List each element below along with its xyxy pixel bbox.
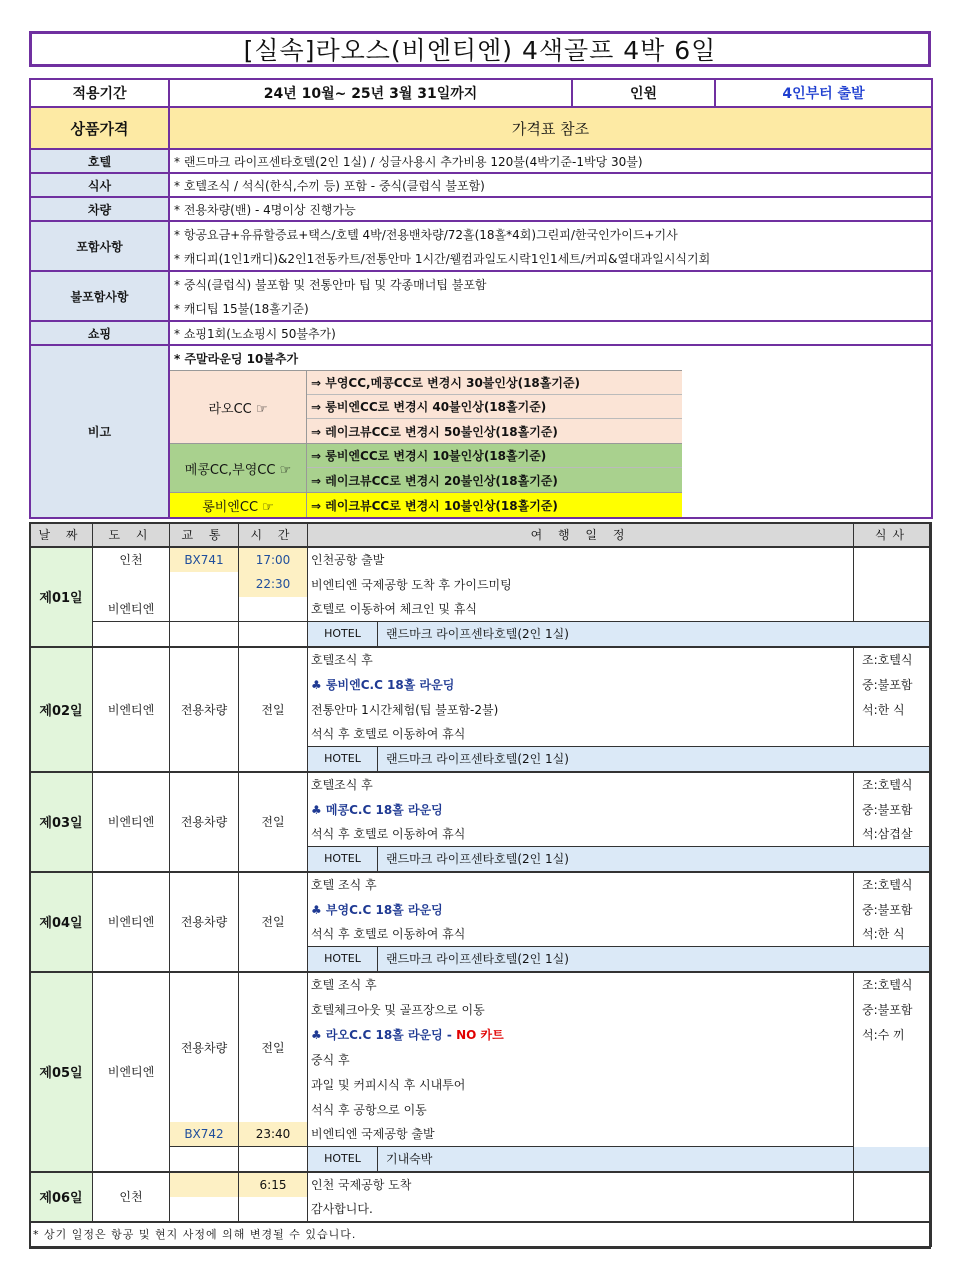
time: 17:00 [239,547,308,572]
meal-lunch: 중:불포함 [854,897,932,922]
price-value: 가격표 참조 [169,107,932,149]
time: 전일 [239,647,308,772]
transport: 전용차량 [170,872,239,972]
day-label: 제02일 [30,647,93,772]
remark-weekend: * 주말라운딩 10불추가 [174,351,299,366]
meal-cell [854,547,932,622]
shopping-value: * 쇼핑1회(노쇼핑시 50불추가) [169,321,932,345]
col-schedule: 여 행 일 정 [308,523,854,547]
excluded-item: * 중식(클럽식) 불포함 및 전통안마 팁 및 각종매너팁 불포함 [174,277,487,292]
excluded-list [169,271,932,321]
itinerary-table [29,522,932,1247]
flight-number: BX742 [170,1122,239,1147]
hotel-tag: HOTEL [308,622,378,647]
golf-round: ♣ 롱비엔C.C 18홀 라운딩 [308,672,854,697]
schedule-line: 중식 후 [308,1047,854,1072]
schedule-line: 호텔조식 후 [308,772,854,797]
no-cart-note: NO 카트 [456,1027,504,1042]
meal-lunch: 중:불포함 [854,672,932,697]
city: 비엔티엔 [93,772,170,872]
vehicle-value: * 전용차량(밴) - 4명이상 진행가능 [169,197,932,221]
col-meal: 식사 [854,523,932,547]
remark-item: ⇒ 롱비엔CC로 변경시 10불인상(18홀기준) [307,444,682,468]
hotel-tag: HOTEL [308,1147,378,1172]
included-label: 포함사항 [30,221,169,271]
remark-group-name: 메콩CC,부영CC ☞ [170,444,307,492]
schedule-line: 호텔조식 후 [308,647,854,672]
remark-group-longvien [170,492,682,517]
schedule-line: 석식 후 호텔로 이동하여 휴식 [308,822,854,847]
meal-dinner: 석:한 식 [854,922,932,947]
remark-label: 비고 [30,345,169,518]
city: 인천 [93,547,170,572]
golf-round-text: ♣ 라오C.C 18홀 라운딩 - [311,1027,457,1042]
transport: 전용차량 [170,972,239,1122]
hotel-tag: HOTEL [308,947,378,972]
city: 비엔티엔 [93,872,170,972]
remark-group-name: 라오CC ☞ [170,371,307,443]
included-item: * 캐디피(1인1캐디)&2인1전동카트/전통안마 1시간/웰컴과일도시락1인1세트/커피&열대과일시식기회 [174,251,711,266]
day-label: 제03일 [30,772,93,872]
schedule-line: 호텔체크아웃 및 골프장으로 이동 [308,997,854,1022]
footnote: * 상기 일정은 항공 및 현지 사정에 의해 변경될 수 있습니다. [30,1222,932,1247]
remark-item: ⇒ 레이크뷰CC로 변경시 10불인상(18홀기준) [311,498,558,513]
remark-group-mekong [170,443,682,492]
col-city: 도 시 [93,523,170,547]
product-info-table [29,78,933,519]
schedule-line: 인천공항 출발 [308,547,854,572]
remark-item: ⇒ 롱비엔CC로 변경시 40불인상(18홀기준) [307,395,682,419]
city: 비엔티엔 [93,647,170,772]
flight-number: BX741 [170,547,239,572]
schedule-line: 석식 후 공항으로 이동 [308,1097,854,1122]
transport: 전용차량 [170,647,239,772]
included-item: * 항공요금+유류할증료+택스/호텔 4박/전용밴차량/72홀(18홀*4회)그린피/한국인가이드+기사 [174,227,678,242]
people-value: 4인부터 출발 [715,79,932,107]
golf-round [308,1022,854,1047]
meal-breakfast: 조:호텔식 [854,772,932,797]
schedule-line: 호텔로 이동하여 체크인 및 휴식 [308,597,854,622]
col-time: 시 간 [239,523,308,547]
day-label: 제04일 [30,872,93,972]
meal-value: * 호텔조식 / 석식(한식,수끼 등) 포함 - 중식(클럽식 불포함) [169,173,932,197]
col-transport: 교 통 [170,523,239,547]
price-label: 상품가격 [30,107,169,149]
schedule-line: 인천 국제공항 도착 [308,1172,854,1197]
remark-group-lao [170,370,682,443]
hotel-name: 랜드마크 라이프센타호텔(2인 1실) [378,747,932,772]
city: 비엔티엔 [93,597,170,622]
schedule-line: 전통안마 1시간체험(팁 불포함-2불) [308,697,854,722]
day-label: 제01일 [30,547,93,647]
remark-item: ⇒ 레이크뷰CC로 변경시 50불인상(18홀기준) [311,424,558,439]
schedule-line: 석식 후 호텔로 이동하여 휴식 [308,722,854,747]
meal-breakfast: 조:호텔식 [854,872,932,897]
day-label: 제05일 [30,972,93,1172]
remark-item: ⇒ 부영CC,메콩CC로 변경시 30불인상(18홀기준) [307,371,682,395]
meal-lunch: 중:불포함 [854,797,932,822]
time: 전일 [239,972,308,1122]
remark-group-name: 롱비엔CC ☞ [170,493,307,517]
city: 비엔티엔 [93,972,170,1172]
meal-dinner: 석:삼겹살 [854,822,932,847]
time: 전일 [239,772,308,872]
schedule-line: 호텔 조식 후 [308,872,854,897]
included-list [169,221,932,271]
hotel-tag: HOTEL [308,847,378,872]
hotel-tag: HOTEL [308,747,378,772]
time: 23:40 [239,1122,308,1147]
page-title: [실속]라오스(비엔티엔) 4색골프 4박 6일 [29,31,931,67]
meal-breakfast: 조:호텔식 [854,647,932,672]
golf-round: ♣ 부영C.C 18홀 라운딩 [308,897,854,922]
vehicle-label: 차량 [30,197,169,221]
schedule-line: 비엔티엔 국제공항 도착 후 가이드미팅 [308,572,854,597]
hotel-name: 기내숙박 [378,1147,932,1172]
time: 6:15 [239,1172,308,1197]
hotel-label: 호텔 [30,149,169,173]
remark-section [169,345,932,518]
people-label: 인원 [572,79,715,107]
city: 인천 [93,1172,170,1222]
remark-item: ⇒ 레이크뷰CC로 변경시 20불인상(18홀기준) [311,473,558,488]
schedule-line: 호텔 조식 후 [308,972,854,997]
hotel-name: 랜드마크 라이프센타호텔(2인 1실) [378,622,932,647]
period-value: 24년 10월~ 25년 3월 31일까지 [169,79,572,107]
shopping-label: 쇼핑 [30,321,169,345]
schedule-line: 과일 및 커피시식 후 시내투어 [308,1072,854,1097]
meal-lunch: 중:불포함 [854,997,932,1022]
period-label: 적용기간 [30,79,169,107]
excluded-item: * 캐디팁 15불(18홀기준) [174,301,309,316]
time: 전일 [239,872,308,972]
col-date: 날 짜 [30,523,93,547]
transport: 전용차량 [170,772,239,872]
meal-dinner: 석:수 끼 [854,1022,932,1047]
schedule-line: 석식 후 호텔로 이동하여 휴식 [308,922,854,947]
time: 22:30 [239,572,308,597]
hotel-value: * 랜드마크 라이프센타호텔(2인 1실) / 싱글사용시 추가비용 120불(4박기준-1박당 30불) [169,149,932,173]
meal-breakfast: 조:호텔식 [854,972,932,997]
golf-round: ♣ 메콩C.C 18홀 라운딩 [308,797,854,822]
hotel-name: 랜드마크 라이프센타호텔(2인 1실) [378,847,932,872]
day-label: 제06일 [30,1172,93,1222]
schedule-line: 비엔티엔 국제공항 출발 [308,1122,854,1147]
schedule-line: 감사합니다. [308,1197,854,1222]
hotel-name: 랜드마크 라이프센타호텔(2인 1실) [378,947,932,972]
meal-label: 식사 [30,173,169,197]
meal-dinner: 석:한 식 [854,697,932,722]
excluded-label: 불포함사항 [30,271,169,321]
